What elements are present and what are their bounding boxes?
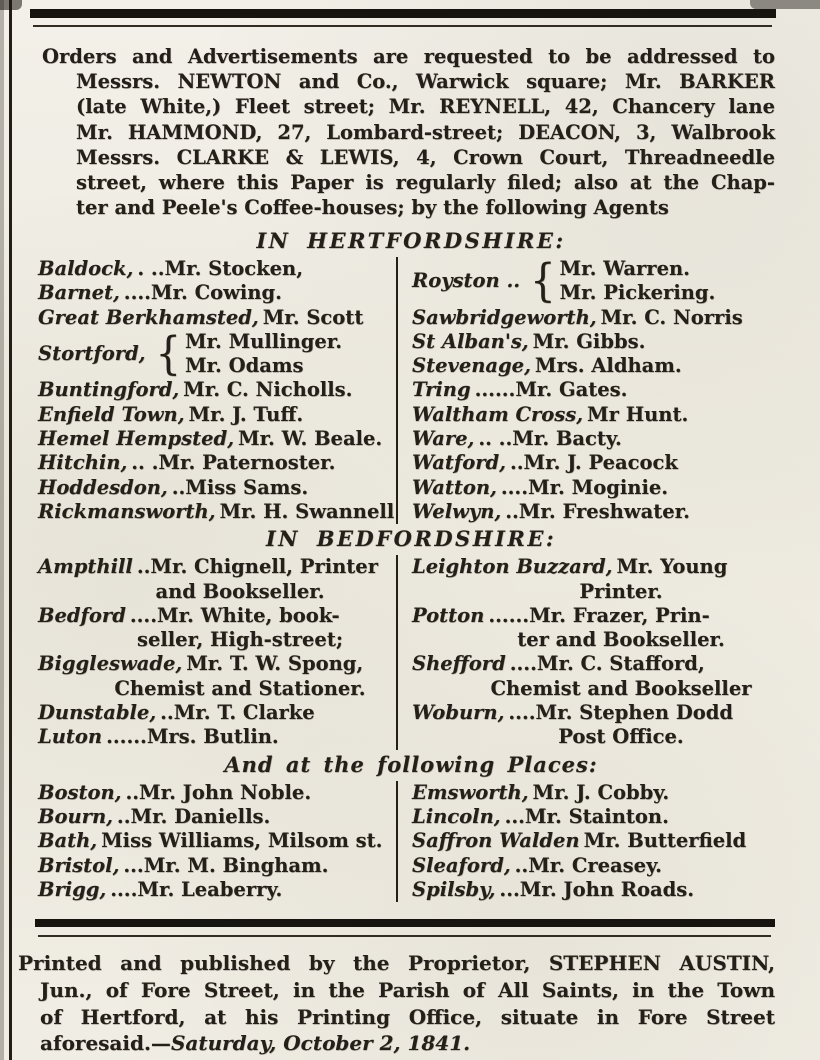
agent-row bbox=[38, 500, 396, 524]
agent-row bbox=[412, 476, 784, 500]
agent-row bbox=[38, 306, 396, 330]
brace-glyph: { bbox=[155, 328, 181, 380]
place-name: Bristol, bbox=[38, 853, 120, 877]
agent-name: ..Miss Sams. bbox=[171, 475, 309, 499]
agent-name: ...Mr. Stainton. bbox=[504, 804, 669, 828]
agent-row-continuation: Post Office. bbox=[558, 725, 684, 749]
agent-name: ..Mr. John Noble. bbox=[125, 780, 312, 804]
imprint-aforesaid: aforesaid.— bbox=[40, 1031, 171, 1056]
place-name: Bath, bbox=[38, 829, 98, 853]
agent-name: Mr. C. Nicholls. bbox=[183, 378, 353, 402]
place-name: Emsworth, bbox=[412, 780, 529, 804]
left-column-rule bbox=[9, 0, 12, 1060]
agent-row bbox=[412, 652, 784, 676]
place-name: Dunstable, bbox=[38, 701, 157, 725]
place-name: Welwyn, bbox=[412, 499, 502, 523]
intro-line: Messrs. NEWTON and Co., Warwick square; Mr. BARKER bbox=[76, 70, 775, 94]
intro-line: street, where this Paper is regularly filed; also at the Chap- bbox=[76, 171, 775, 195]
place-name: Spilsby, bbox=[412, 877, 496, 901]
agent-name: ..Mr. Freshwater. bbox=[505, 499, 690, 523]
place-name: Leighton Buzzard, bbox=[412, 555, 613, 579]
agent-name: Mr. Butterfield bbox=[583, 829, 747, 853]
hertfordshire-left-column bbox=[38, 257, 396, 524]
agent-row bbox=[412, 330, 784, 354]
agent-row bbox=[38, 781, 396, 805]
agent-row bbox=[38, 555, 396, 579]
imprint-rule-thick bbox=[35, 919, 775, 927]
agent-name: Mr Hunt. bbox=[587, 402, 689, 426]
agent-name: Mr. Pickering. bbox=[559, 281, 716, 305]
agent-name: ....Mr. White, book- bbox=[129, 603, 340, 627]
agent-row-continuation: ter and Bookseller. bbox=[517, 628, 725, 652]
agent-row-continuation: and Bookseller. bbox=[155, 579, 325, 603]
place-name: Sawbridgeworth, bbox=[412, 305, 597, 329]
place-name: Great Berkhamsted, bbox=[38, 305, 259, 329]
place-name: Royston .. bbox=[412, 269, 521, 293]
agent-name: ..Mr. Daniells. bbox=[116, 804, 271, 828]
places-right-column bbox=[396, 781, 784, 902]
place-name: Bedford bbox=[38, 603, 126, 627]
place-name: Hitchin, bbox=[38, 451, 128, 475]
agent-row bbox=[38, 378, 396, 402]
agent-name: Mr. Warren. bbox=[559, 257, 690, 280]
section-heading-places: And at the following Places: bbox=[224, 751, 598, 777]
agent-name: ....Mr. Stephen Dodd bbox=[508, 701, 734, 725]
place-name: Enfield Town, bbox=[38, 402, 185, 426]
intro-line: Messrs. CLARKE & LEWIS, 4, Crown Court, Threadneedle bbox=[76, 145, 775, 169]
agent-name: Miss Williams, Milsom st. bbox=[101, 829, 383, 853]
agent-row-continuation: seller, High-street; bbox=[136, 628, 344, 652]
place-name: Saffron Walden bbox=[412, 829, 580, 853]
agent-name: Mr. J. Cobby. bbox=[532, 780, 670, 804]
agent-row bbox=[38, 604, 396, 628]
agent-row bbox=[38, 403, 396, 427]
agent-name: ..Mr. J. Peacock bbox=[509, 451, 678, 475]
agent-name: Mr. C. Norris bbox=[600, 305, 743, 329]
place-name: Shefford bbox=[412, 652, 506, 676]
agent-row bbox=[412, 427, 784, 451]
place-name: Ware, bbox=[412, 427, 475, 451]
agents-directory bbox=[38, 226, 784, 902]
agent-name: ...Mr. M. Bingham. bbox=[123, 853, 329, 877]
place-name: Tring bbox=[412, 378, 471, 402]
place-name: Stortford, bbox=[38, 342, 146, 366]
agent-name: .. .Mr. Paternoster. bbox=[131, 451, 336, 475]
agent-row bbox=[412, 805, 784, 829]
agent-row bbox=[38, 281, 396, 305]
agent-row-continuation: Chemist and Stationer. bbox=[114, 676, 366, 700]
agent-stack bbox=[185, 330, 342, 379]
place-name: Buntingford, bbox=[38, 378, 180, 402]
imprint-line: of Hertford, at his Printing Office, situate in Fore Street bbox=[40, 1004, 775, 1029]
agent-name: Mr. Mullinger. bbox=[184, 329, 343, 353]
agent-name: ....Mr. Cowing. bbox=[123, 281, 282, 305]
agent-row bbox=[412, 354, 784, 378]
agent-name: .. ..Mr. Bacty. bbox=[478, 427, 622, 451]
agent-name: ...Mr. John Roads. bbox=[499, 877, 695, 901]
agent-row bbox=[38, 854, 396, 878]
agent-row bbox=[38, 725, 396, 749]
agent-row bbox=[38, 829, 396, 853]
orders-notice-paragraph bbox=[42, 44, 775, 220]
place-name: Luton bbox=[38, 725, 103, 749]
intro-line: ter and Peele's Coffee-houses; by the following Agents bbox=[76, 196, 669, 220]
agent-row bbox=[38, 805, 396, 829]
agent-name: Mr. W. Beale. bbox=[237, 427, 383, 451]
bedfordshire-columns bbox=[38, 555, 784, 749]
agent-name: Mr. Scott bbox=[262, 305, 364, 329]
agent-row bbox=[38, 701, 396, 725]
agent-name: Mr. Gibbs. bbox=[532, 329, 646, 353]
agent-name: ......Mrs. Butlin. bbox=[106, 725, 279, 749]
place-name: Stevenage, bbox=[412, 354, 531, 378]
agent-row bbox=[412, 781, 784, 805]
agent-row bbox=[38, 257, 396, 281]
agent-row bbox=[412, 500, 784, 524]
place-name: Bourn, bbox=[38, 804, 113, 828]
agent-row bbox=[38, 878, 396, 902]
imprint-line: Printed and published by the Proprietor, STEPHEN AUSTIN, bbox=[18, 951, 775, 975]
agent-name: Mr. Odams bbox=[184, 354, 304, 378]
place-name: Brigg, bbox=[38, 877, 107, 901]
imprint-line bbox=[18, 1030, 775, 1057]
intro-line: Orders and Advertisements are requested to be addressed to bbox=[42, 45, 775, 68]
brace-glyph: { bbox=[530, 255, 556, 308]
place-name: Barnet, bbox=[38, 281, 120, 305]
place-name: Lincoln, bbox=[412, 804, 501, 828]
agent-name: ..Mr. Chignell, Printer bbox=[136, 555, 378, 579]
agent-name: Mrs. Aldham. bbox=[534, 354, 682, 378]
agent-name: ..Mr. Creasey. bbox=[514, 853, 662, 877]
ink-smudge-top-left bbox=[0, 0, 22, 10]
agent-name: ......Mr. Gates. bbox=[474, 378, 628, 402]
agent-row-continuation: Printer. bbox=[579, 579, 663, 603]
agent-row bbox=[412, 604, 784, 628]
agent-stack bbox=[560, 257, 716, 306]
agent-row-double bbox=[38, 330, 396, 379]
bedfordshire-right-column bbox=[396, 555, 784, 749]
place-name: Potton bbox=[412, 603, 485, 627]
place-name: St Alban's, bbox=[412, 329, 529, 353]
agent-name: ....Mr. C. Stafford, bbox=[509, 652, 705, 676]
agent-row bbox=[412, 378, 784, 402]
place-name: Woburn, bbox=[412, 701, 505, 725]
place-name: Baldock, bbox=[38, 257, 134, 280]
agent-row bbox=[412, 555, 784, 579]
hertfordshire-right-column bbox=[396, 257, 784, 524]
left-page-edge bbox=[0, 0, 4, 1060]
agent-row bbox=[412, 829, 784, 853]
place-name: Watford, bbox=[412, 451, 506, 475]
imprint-rule-thin bbox=[38, 935, 771, 937]
place-name: Hoddesdon, bbox=[38, 475, 168, 499]
agent-name: Mr. J. Tuff. bbox=[188, 402, 304, 426]
agent-name: ....Mr. Leaberry. bbox=[110, 877, 283, 901]
agent-name: ....Mr. Moginie. bbox=[500, 475, 669, 499]
agent-row bbox=[412, 701, 784, 725]
imprint-paragraph bbox=[18, 950, 775, 1057]
place-name: Biggleswade, bbox=[38, 652, 183, 676]
section-heading-hertfordshire: IN HERTFORDSHIRE: bbox=[256, 228, 566, 253]
hertfordshire-columns bbox=[38, 257, 784, 524]
top-rule-thick bbox=[30, 9, 776, 18]
agent-row bbox=[412, 306, 784, 330]
imprint-line: Jun., of Fore Street, in the Parish of All Saints, in the Town bbox=[40, 977, 775, 1002]
place-name: Rickmansworth, bbox=[38, 499, 216, 523]
place-name: Waltham Cross, bbox=[412, 402, 584, 426]
top-rule-thin bbox=[33, 25, 772, 27]
agent-name: ..Mr. T. Clarke bbox=[160, 701, 315, 725]
places-columns bbox=[38, 781, 784, 902]
section-heading-bedfordshire: IN BEDFORDSHIRE: bbox=[265, 526, 557, 552]
place-name: Boston, bbox=[38, 780, 122, 804]
agent-row bbox=[38, 451, 396, 475]
agent-row bbox=[412, 878, 784, 902]
ink-smudge-top-right bbox=[750, 0, 820, 9]
place-name: Sleaford, bbox=[412, 853, 511, 877]
agent-row bbox=[38, 427, 396, 451]
agent-name: Mr. H. Swannell bbox=[219, 499, 395, 523]
agent-row bbox=[38, 652, 396, 676]
agent-name: Mr. Young bbox=[616, 555, 728, 579]
agent-name: . ..Mr. Stocken, bbox=[137, 257, 303, 280]
agent-name: Mr. T. W. Spong, bbox=[186, 652, 364, 676]
place-name: Watton, bbox=[412, 475, 497, 499]
place-name: Hemel Hempsted, bbox=[38, 427, 234, 451]
intro-line: Mr. HAMMOND, 27, Lombard-street; DEACON, 3, Walbrook bbox=[76, 120, 775, 144]
agent-row bbox=[38, 476, 396, 500]
agent-row bbox=[412, 854, 784, 878]
agent-name: ......Mr. Frazer, Prin- bbox=[488, 603, 710, 627]
agent-row-double bbox=[412, 257, 784, 306]
place-name: Ampthill bbox=[38, 555, 133, 579]
agent-row bbox=[412, 451, 784, 475]
agent-row-continuation: Chemist and Bookseller bbox=[490, 676, 752, 700]
intro-line: (late White,) Fleet street; Mr. REYNELL, 42, Chancery lane bbox=[76, 95, 775, 119]
bedfordshire-left-column bbox=[38, 555, 396, 749]
places-left-column bbox=[38, 781, 396, 902]
imprint-date: Saturday, October 2, 1841. bbox=[170, 1031, 471, 1056]
agent-row bbox=[412, 403, 784, 427]
